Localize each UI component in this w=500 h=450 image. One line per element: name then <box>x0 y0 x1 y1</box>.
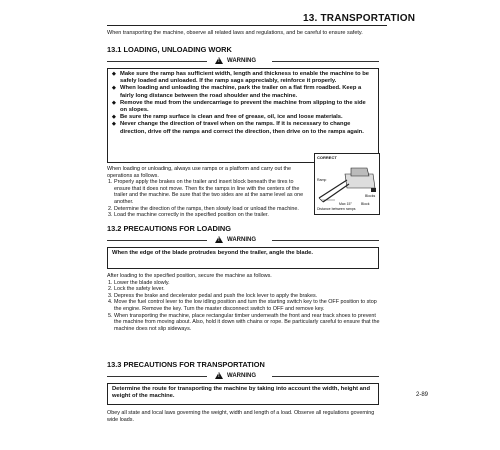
step-item: 2. Lock the safety lever. <box>114 286 383 293</box>
figure-caption: CORRECT <box>317 155 337 160</box>
warning-item: ◆ Never change the direction of travel when on the ramps. If it is necessary to change direction, drive off the ramps and correct the direction, then drive on to the ramps again. <box>112 121 374 135</box>
warning-triangle-icon <box>215 372 223 379</box>
warning-box-route <box>107 383 379 405</box>
section-heading-transportation: 13.3 PRECAUTIONS FOR TRANSPORTATION <box>107 360 265 369</box>
warning-text: Determine the route for transporting the machine by taking into account the width, height and weight of the machine. <box>112 386 370 400</box>
step-item: 1. Lower the blade slowly. <box>114 280 383 287</box>
label-distance: Distance between ramps <box>317 207 356 211</box>
warning-item: ◆ Be sure the ramp surface is clean and free of grease, oil, ice and loose materials. <box>112 114 374 121</box>
warning-text: When the edge of the blade protrudes beyond the trailer, angle the blade. <box>112 250 313 256</box>
section-heading-loading: 13.1 LOADING, UNLOADING WORK <box>107 45 232 54</box>
warning-header <box>107 236 377 245</box>
section-heading-precautions-loading: 13.2 PRECAUTIONS FOR LOADING <box>107 224 232 233</box>
warning-triangle-icon <box>215 57 223 64</box>
warning-header <box>107 372 377 381</box>
warning-header <box>107 57 377 66</box>
warning-item: ◆ Remove the mud from the undercarriage to prevent the machine from slipping to the side on slopes. <box>112 100 374 114</box>
transport-laws-text: Obey all state and local laws governing the weight, width and length of a load. Observe all regulations governing wide loads. <box>107 410 375 423</box>
step-item: 3. Load the machine correctly in the specified position on the trailer. <box>114 212 307 219</box>
page-number: 2-89 <box>416 392 429 398</box>
warning-label: WARNING <box>227 57 256 64</box>
step-item: 3. Depress the brake and decelerator pedal and push the lock lever to apply the brakes. <box>114 293 383 300</box>
warning-box-blade <box>107 247 379 269</box>
warning-triangle-icon <box>215 236 223 243</box>
securing-procedure <box>107 273 383 332</box>
label-block: Block <box>361 202 370 206</box>
header-rule <box>107 25 387 26</box>
label-max: Max 15° <box>339 202 352 206</box>
warning-item: ◆ When loading and unloading the machine, park the trailer on a flat firm roadbed. Keep a fairly long distance between the road shoulder and the machine. <box>112 85 374 99</box>
chapter-title: 13. TRANSPORTATION <box>303 13 416 24</box>
step-item: 2. Determine the direction of the ramps, then slowly load or unload the machine. <box>114 206 307 213</box>
step-item: 4. Move the fuel control lever to the low idling position and turn the starting switch key to the OFF position to stop the engine. Remove the key. Turn the master disconnect switch to OFF and remove key. <box>114 299 383 312</box>
warning-box-loading <box>107 68 379 163</box>
warning-item: ◆ Make sure the ramp has sufficient width, length and thickness to enable the machine to be safely loaded and unloaded. If the ramp sags appreciably, reinforce it properly. <box>112 71 374 85</box>
loading-procedure <box>107 166 307 219</box>
label-ramp: Ramp <box>317 178 327 182</box>
warning-label: WARNING <box>227 372 256 379</box>
intro-text: When transporting the machine, observe all related laws and regulations, and be careful to ensure safety. <box>107 30 363 36</box>
label-blocks: Blocks <box>365 194 376 198</box>
ramp-figure <box>314 153 380 215</box>
warning-label: WARNING <box>227 236 256 243</box>
securing-intro: After loading to the specified position, secure the machine as follows. <box>107 273 272 279</box>
step-item: 1. Properly apply the brakes on the trailer and insert block beneath the tires to ensure that it does not move. Then fix the ramps in line with the centers of the trailer and the machine. Be sure that the two sides are at the same level as one another. <box>114 179 307 205</box>
loading-intro: When loading or unloading, always use ramps or a platform and carry out the operations as follows. <box>107 166 291 179</box>
step-item: 5. When transporting the machine, place rectangular timber underneath the front and rear track shoes to prevent the machine from moving about. Also, hold it down with chains or rope. Be particularly careful to ensure that the machine does not slip sideways. <box>114 313 383 333</box>
